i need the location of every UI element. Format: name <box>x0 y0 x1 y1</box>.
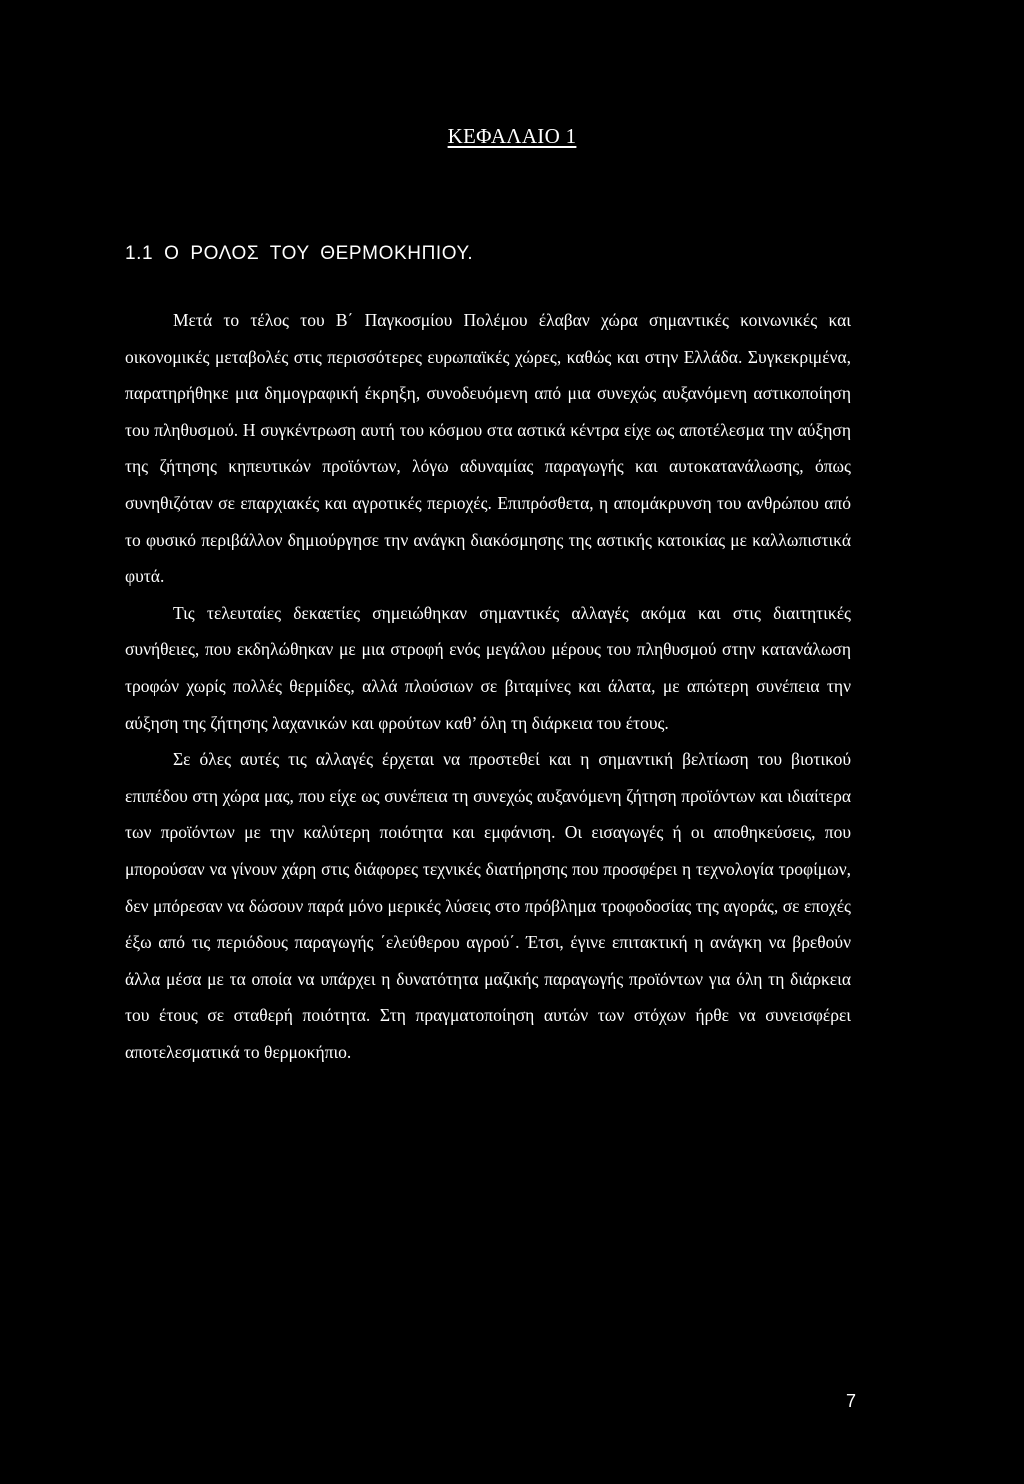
paragraph: Τις τελευταίες δεκαετίες σημειώθηκαν σημαντικές αλλαγές ακόμα και στις διαιτητικές συνήθειες, που εκδηλώθηκαν με μια στροφή ενός μεγάλου μέρους του πληθυσμού στην κατανάλωση τροφών χωρίς πολλές θερμίδες, αλλά πλούσιων σε βιταμίνες και άλατα, με απώτερη συνέπεια την αύξηση της ζήτησης λαχανικών και φρούτων καθ’ όλη τη διάρκεια του έτους. <box>125 602 851 733</box>
page-number: 7 <box>845 1391 856 1411</box>
paragraph: Σε όλες αυτές τις αλλαγές έρχεται να προστεθεί και η σημαντική βελτίωση του βιοτικού επιπέδου στη χώρα μας, που είχε ως συνέπεια τη συνεχώς αυξανόμενη ζήτηση προϊόντων και ιδιαίτερα των προϊόντων με την καλύτερη ποιότητα και εμφάνιση. Οι εισαγωγές ή οι αποθηκεύσεις, που μπορούσαν να γίνουν χάρη στις διάφορες τεχνικές διατήρησης που προσφέρει η τεχνολογία τροφίμων, δεν μπόρεσαν να δώσουν παρά μόνο μερικές λύσεις στο πρόβλημα τροφοδοσίας της αγοράς, σε εποχές έξω από τις περιόδους παραγωγής ΄ελεύθερου αγρού΄. Έτσι, έγινε επιτακτική η ανάγκη να βρεθούν άλλα μέσα με τα οποία να υπάρχει η δυνατότητα μαζικής παραγωγής προϊόντων για όλη τη διάρκεια του έτους σε σταθερή ποιότητα. Στη πραγματοποίηση αυτών των στόχων ήρθε να συνεισφέρει αποτελεσματικά το θερμοκήπιο. <box>125 749 851 1062</box>
paragraph: Μετά το τέλος του Β΄ Παγκοσμίου Πολέμου έλαβαν χώρα σημαντικές κοινωνικές και οικονομικές μεταβολές στις περισσότερες ευρωπαϊκές χώρες, καθώς και στην Ελλάδα. Συγκεκριμένα, παρατηρήθηκε μια δημογραφική έκρηξη, συνοδευόμενη από μια συνεχώς αυξανόμενη αστικοποίηση του πληθυσμού. Η συγκέντρωση αυτή του κόσμου στα αστικά κέντρα είχε ως αποτέλεσμα την αύξηση της ζήτησης κηπευτικών προϊόντων, λόγω αδυναμίας παραγωγής και αυτοκατανάλωσης, όπως συνηθιζόταν σε επαρχιακές και αγροτικές περιοχές. Επιπρόσθετα, η απομάκρυνση του ανθρώπου από το φυσικό περιβάλλον δημιούργησε την ανάγκη διακόσμησης της αστικής κατοικίας με καλλωπιστικά φυτά. <box>125 310 851 587</box>
section-heading: 1.1 Ο ΡΟΛΟΣ ΤΟΥ ΘΕΡΜΟΚΗΠΙΟΥ. <box>125 243 474 264</box>
chapter-title: ΚΕΦΑΛΑΙΟ 1 <box>447 124 577 148</box>
body-text <box>125 302 851 1070</box>
